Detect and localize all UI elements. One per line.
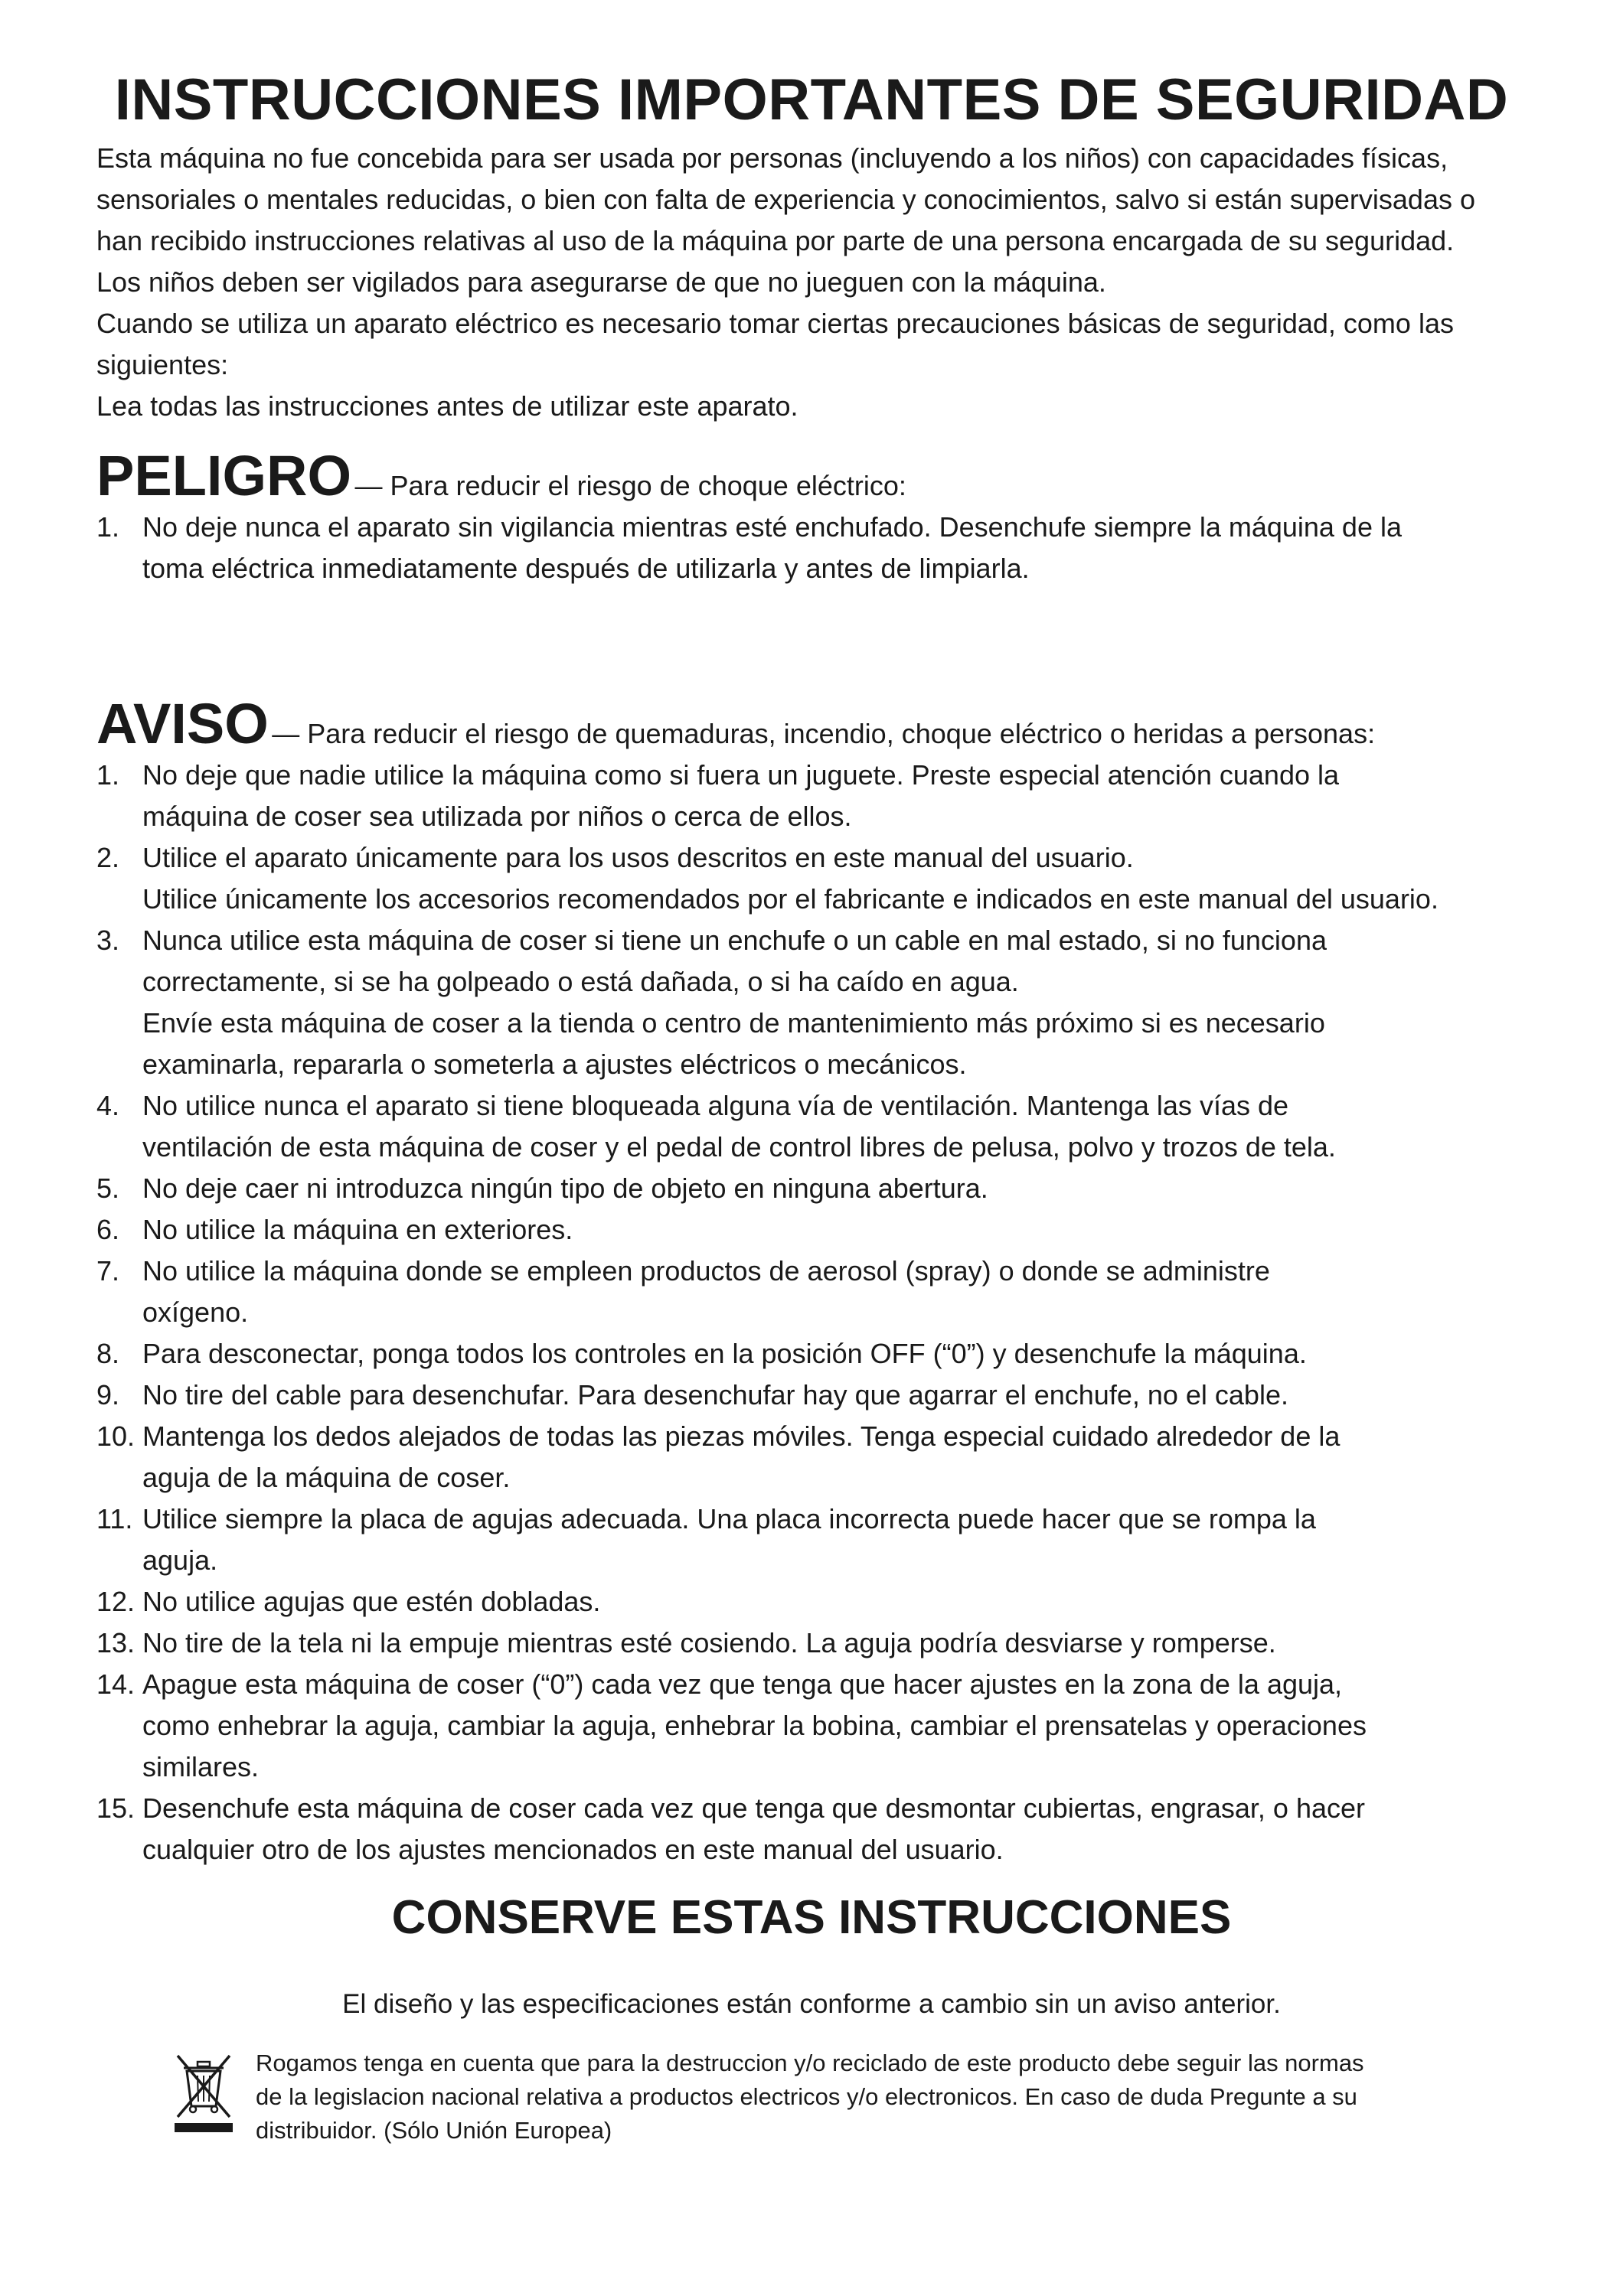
list-item — [96, 755, 1566, 837]
item-line: máquina de coser sea utilizada por niños o cerca de ellos. — [142, 801, 852, 832]
aviso-subtitle: — Para reducir el riesgo de quemaduras, incendio, choque eléctrico o heridas a personas: — [272, 718, 1376, 749]
list-item — [96, 1209, 1566, 1251]
list-item — [96, 1251, 1566, 1333]
item-line: Envíe esta máquina de coser a la tienda o centro de mantenimiento más próximo si es necesario — [142, 1007, 1325, 1039]
item-line: cualquier otro de los ajustes mencionados en este manual del usuario. — [142, 1834, 1004, 1865]
weee-disposal-note — [256, 2047, 1496, 2148]
item-number: 5. — [96, 1172, 120, 1204]
peligro-list — [96, 507, 1566, 589]
item-line: Utilice siempre la placa de agujas adecuada. Una placa incorrecta puede hacer que se rompa la — [142, 1503, 1316, 1534]
weee-line: Rogamos tenga en cuenta que para la destruccion y/o reciclado de este producto debe seguir las normas — [256, 2050, 1364, 2076]
item-line: Desenchufe esta máquina de coser cada vez que tenga que desmontar cubiertas, engrasar, o hacer — [142, 1792, 1366, 1824]
item-line: aguja de la máquina de coser. — [142, 1462, 511, 1493]
item-line: similares. — [142, 1751, 260, 1782]
intro-line: Cuando se utiliza un aparato eléctrico es necesario tomar ciertas precauciones básicas de seguridad, como las — [96, 308, 1454, 339]
item-line: ventilación de esta máquina de coser y el pedal de control libres de pelusa, polvo y trozos de tela. — [142, 1131, 1336, 1163]
intro-line: han recibido instrucciones relativas al uso de la máquina por parte de una persona encargada de su seguridad. — [96, 225, 1455, 256]
item-line: como enhebrar la aguja, cambiar la aguja, enhebrar la bobina, cambiar el prensatelas y operaciones — [142, 1710, 1367, 1741]
list-item — [96, 1499, 1566, 1581]
list-item — [96, 507, 1566, 589]
weee-line: de la legislacion nacional relativa a productos electricos y/o electronicos. En caso de duda Pregunte a su — [256, 2083, 1357, 2110]
intro-paragraph — [96, 138, 1566, 427]
intro-line: sensoriales o mentales reducidas, o bien con falta de experiencia y conocimientos, salvo si están supervisadas o — [96, 184, 1476, 215]
peligro-heading — [96, 445, 906, 507]
item-line: No utilice la máquina donde se empleen productos de aerosol (spray) o donde se administre — [142, 1255, 1270, 1287]
list-item — [96, 1664, 1566, 1788]
item-number: 4. — [96, 1090, 120, 1121]
item-number: 10. — [96, 1420, 136, 1452]
item-line: Nunca utilice esta máquina de coser si tiene un enchufe o un cable en mal estado, si no funciona — [142, 925, 1327, 956]
aviso-list — [96, 755, 1566, 1870]
weee-line: distribuidor. (Sólo Unión Europea) — [256, 2117, 612, 2144]
design-note: El diseño y las especificaciones están conforme a cambio sin un aviso anterior. — [342, 1989, 1281, 2019]
item-line: correctamente, si se ha golpeado o está dañada, o si ha caído en agua. — [142, 966, 1019, 997]
item-line: No utilice nunca el aparato si tiene bloqueada alguna vía de ventilación. Mantenga las vías de — [142, 1090, 1289, 1121]
item-line: No deje que nadie utilice la máquina como si fuera un juguete. Preste especial atención cuando la — [142, 759, 1340, 791]
list-item — [96, 1168, 1566, 1209]
item-line: No tire de la tela ni la empuje mientras esté cosiendo. La aguja podría desviarse y romperse. — [142, 1627, 1276, 1658]
aviso-title: AVISO — [96, 692, 269, 755]
item-line: No deje nunca el aparato sin vigilancia mientras esté enchufado. Desenchufe siempre la máquina de la — [142, 511, 1402, 543]
item-line: oxígeno. — [142, 1296, 249, 1328]
item-number: 3. — [96, 925, 120, 956]
list-item — [96, 1623, 1566, 1664]
conserve-heading: CONSERVE ESTAS INSTRUCCIONES — [391, 1891, 1232, 1944]
item-number: 7. — [96, 1255, 120, 1287]
page-title: INSTRUCCIONES IMPORTANTES DE SEGURIDAD — [114, 67, 1509, 132]
list-item — [96, 1333, 1566, 1375]
list-item — [96, 837, 1566, 920]
item-line: Utilice únicamente los accesorios recomendados por el fabricante e indicados en este manual del usuario. — [142, 883, 1438, 915]
list-item — [96, 1416, 1566, 1499]
item-number: 6. — [96, 1214, 120, 1245]
item-line: Apague esta máquina de coser (“0”) cada vez que tenga que hacer ajustes en la zona de la aguja, — [142, 1668, 1343, 1700]
crossed-out-wheelie-bin-icon — [173, 2053, 234, 2134]
item-number: 8. — [96, 1338, 120, 1369]
item-number: 1. — [96, 511, 120, 543]
item-number: 12. — [96, 1586, 136, 1617]
intro-line: Los niños deben ser vigilados para asegurarse de que no jueguen con la máquina. — [96, 266, 1106, 298]
item-number: 9. — [96, 1379, 120, 1411]
item-line: No utilice la máquina en exteriores. — [142, 1214, 573, 1245]
item-number: 15. — [96, 1792, 136, 1824]
peligro-title: PELIGRO — [96, 444, 352, 507]
item-number: 2. — [96, 842, 120, 873]
aviso-heading — [96, 693, 1375, 755]
item-number: 1. — [96, 759, 120, 791]
item-line: examinarla, repararla o someterla a ajustes eléctricos o mecánicos. — [142, 1049, 967, 1080]
item-line: Para desconectar, ponga todos los controles en la posición OFF (“0”) y desenchufe la máquina. — [142, 1338, 1307, 1369]
item-number: 11. — [96, 1503, 133, 1534]
item-line: No deje caer ni introduzca ningún tipo de objeto en ninguna abertura. — [142, 1172, 988, 1204]
item-line: toma eléctrica inmediatamente después de utilizarla y antes de limpiarla. — [142, 553, 1030, 584]
item-line: aguja. — [142, 1544, 218, 1576]
list-item — [96, 1788, 1566, 1870]
item-line: No tire del cable para desenchufar. Para desenchufar hay que agarrar el enchufe, no el cable. — [142, 1379, 1288, 1411]
item-line: Utilice el aparato únicamente para los usos descritos en este manual del usuario. — [142, 842, 1134, 873]
item-line: No utilice agujas que estén dobladas. — [142, 1586, 601, 1617]
list-item — [96, 1085, 1566, 1168]
list-item — [96, 1581, 1566, 1623]
intro-line: siguientes: — [96, 349, 229, 380]
intro-line: Lea todas las instrucciones antes de utilizar este aparato. — [96, 390, 798, 422]
intro-line: Esta máquina no fue concebida para ser usada por personas (incluyendo a los niños) con capacidades físicas, — [96, 142, 1448, 174]
list-item — [96, 920, 1566, 1085]
list-item — [96, 1375, 1566, 1416]
item-number: 13. — [96, 1627, 136, 1658]
item-line: Mantenga los dedos alejados de todas las piezas móviles. Tenga especial cuidado alrededor de la — [142, 1420, 1341, 1452]
item-number: 14. — [96, 1668, 136, 1700]
peligro-subtitle: — Para reducir el riesgo de choque eléctrico: — [354, 470, 906, 501]
